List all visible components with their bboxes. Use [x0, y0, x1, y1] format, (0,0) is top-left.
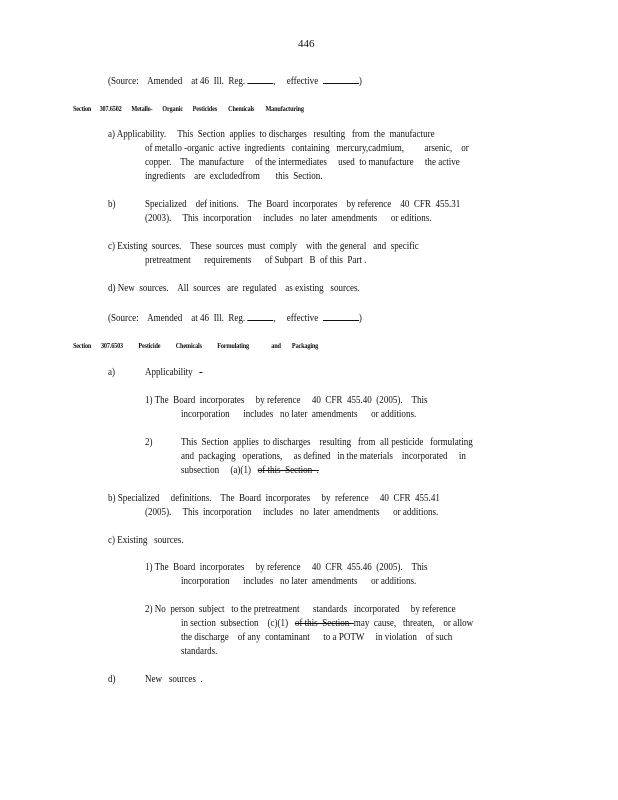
subparagraph-c2-line	[181, 617, 473, 631]
paragraph-d-line: d) New sources. All sources are regulated as existing sources.	[108, 283, 360, 294]
paragraph-c-line: c) Existing sources.	[108, 535, 184, 546]
paragraph-d-label: d)	[108, 674, 116, 685]
subparagraph-a2-text: subsection (a)(1)	[181, 465, 258, 476]
subparagraph-c2-text: may cause, threaten, or allow	[353, 618, 474, 629]
paragraph-a-title-text: Applicability	[145, 367, 200, 378]
paragraph-a-line: copper. The manufacture of the intermediates used to manufacture the active	[145, 157, 460, 168]
paragraph-b-line: (2003). This incorporation includes no later amendments or editions.	[145, 213, 432, 224]
deleted-text: -	[199, 367, 203, 378]
subparagraph-c1-line: 1) The Board incorporates by reference 40 CFR 455.46 (2005). This	[145, 562, 428, 573]
subparagraph-c1-line: incorporation includes no later amendments or additions.	[181, 576, 417, 587]
source-note-text: (Source: Amended at 46 Ill. Reg.	[108, 313, 246, 324]
source-note-text: (Source: Amended at 46 Ill. Reg.	[108, 76, 246, 87]
subparagraph-a2-line: and packaging operations, as defined in the materials incorporated in	[181, 451, 466, 462]
source-note-close: )	[358, 76, 362, 87]
source-note	[108, 73, 362, 89]
subparagraph-c2-line: 2) No person subject to the pretreatment standards incorporated by reference	[145, 604, 456, 615]
paragraph-a-label: a)	[108, 367, 116, 378]
paragraph-b-line: b) Specialized definitions. The Board incorporates by reference 40 CFR 455.41	[108, 493, 440, 504]
paragraph-a-line: ingredients are excludedfrom this Section.	[145, 171, 323, 182]
source-note-close: )	[358, 313, 362, 324]
source-note-effective: , effective	[273, 313, 319, 324]
subparagraph-a2-line	[181, 464, 319, 478]
subparagraph-c2-line: the discharge of any contaminant to a POTW in violation of such	[181, 632, 453, 643]
paragraph-d-title: New sources .	[145, 674, 203, 685]
paragraph-c-line: pretreatment requirements of Subpart B of this Part .	[145, 255, 367, 266]
deleted-text: of this Section	[294, 618, 354, 629]
paragraph-b-line: (2005). This incorporation includes no later amendments or additions.	[145, 507, 439, 518]
subparagraph-c2-text: in section subsection (c)(1)	[181, 618, 295, 629]
paragraph-a-line: of metallo -organic active ingredients containing mercury,cadmium, arsenic, or	[145, 143, 469, 154]
paragraph-a-title	[145, 366, 202, 380]
page-number: 446	[298, 38, 315, 50]
reg-blank	[247, 310, 273, 321]
source-note	[108, 310, 362, 326]
section-heading: Section 307.6503 Pesticide Chemicals Formulating and Packaging	[73, 341, 319, 350]
paragraph-b-label: b)	[108, 199, 116, 210]
effective-blank	[323, 310, 359, 321]
section-heading: Section 307.6502 Metallo- Organic Pesticides Chemicals Manufacturing	[73, 104, 304, 113]
paragraph-c-line: c) Existing sources. These sources must comply with the general and specific	[108, 241, 419, 252]
reg-blank	[247, 73, 273, 84]
subparagraph-a1-line: incorporation includes no later amendments or additions.	[181, 409, 417, 420]
subparagraph-a2-line: This Section applies to discharges resulting from all pesticide formulating	[181, 437, 473, 448]
deleted-text: of this Section .	[257, 465, 319, 476]
paragraph-a-line: a) Applicability. This Section applies to discharges resulting from the manufacture	[108, 129, 435, 140]
source-note-effective: , effective	[273, 76, 319, 87]
subparagraph-a2-label: 2)	[145, 437, 153, 448]
effective-blank	[323, 73, 359, 84]
paragraph-b-line: Specialized def initions. The Board incorporates by reference 40 CFR 455.31	[145, 199, 461, 210]
subparagraph-c2-line: standards.	[181, 646, 218, 657]
subparagraph-a1-line: 1) The Board incorporates by reference 40 CFR 455.40 (2005). This	[145, 395, 428, 406]
